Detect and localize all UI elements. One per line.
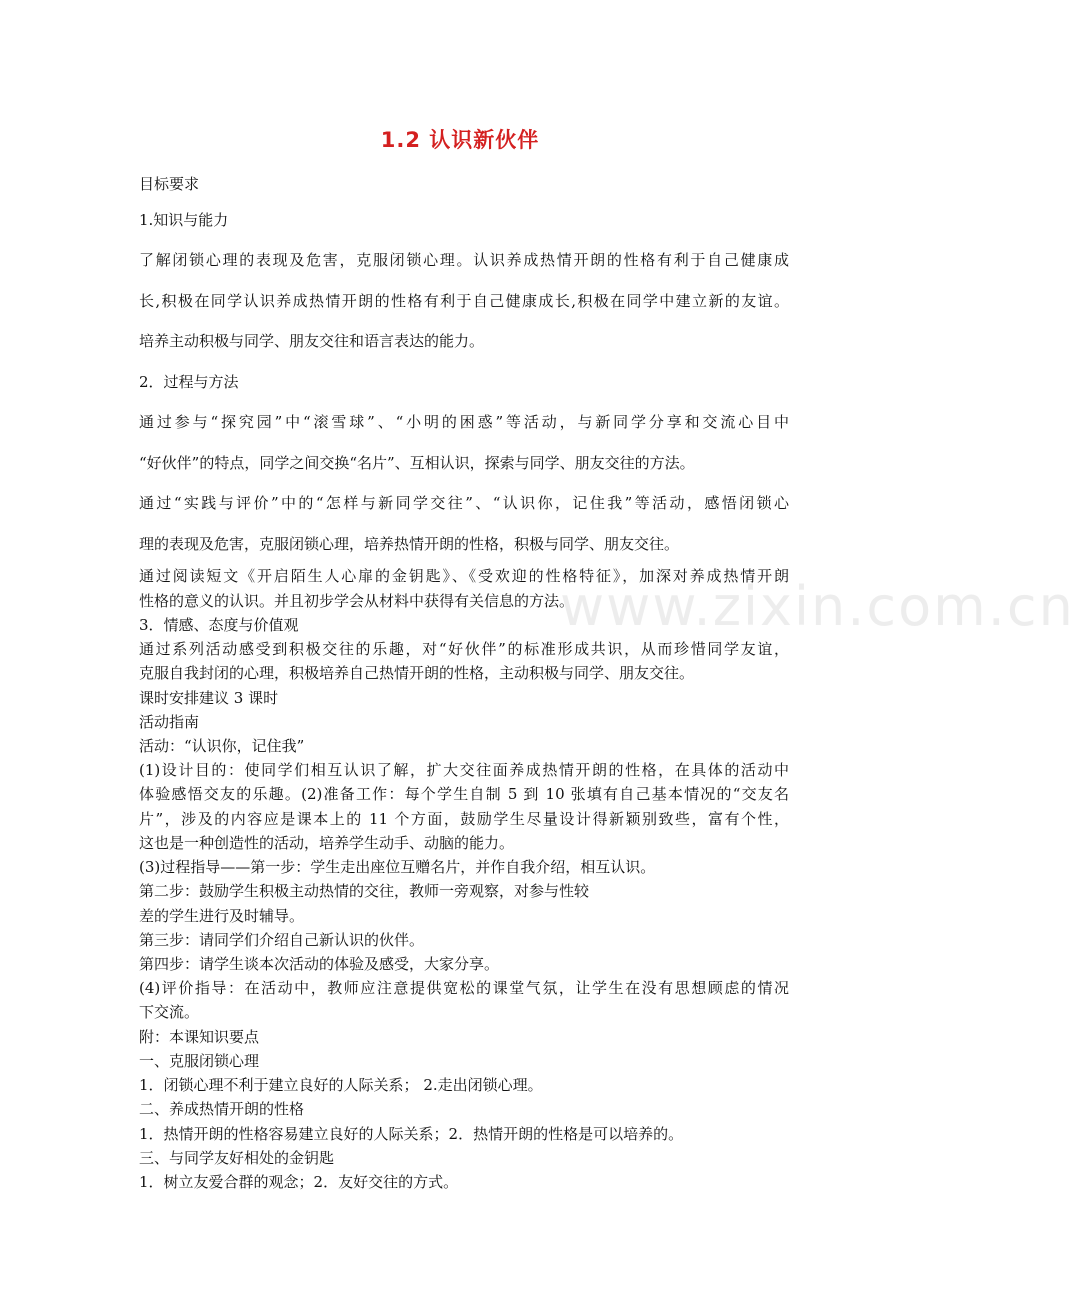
text-line: 通过系列活动感受到积极交往的乐趣，对“好伙伴”的标准形成共识，从而珍惜同学友谊， [139,640,789,658]
text-line: 第四步：请学生谈本次活动的体验及感受，大家分享。 [139,955,500,973]
text-line: (1)设计目的：使同学们相互认识了解，扩大交往面养成热情开朗的性格，在具体的活动中 [139,761,789,779]
page-title: 1.2 认识新伙伴 [380,128,540,152]
watermark: www.zixin.com.cn [560,575,1075,638]
text-line: 2．过程与方法 [139,373,239,391]
text-line: 通过“实践与评价”中的“怎样与新同学交往”、“认识你，记住我”等活动，感悟闭锁心 [139,494,789,512]
text-line: 差的学生进行及时辅导。 [139,907,305,925]
text-line: 活动指南 [139,713,200,731]
text-line: 长,积极在同学认识养成热情开朗的性格有利于自己健康成长,积极在同学中建立新的友谊。 [139,292,789,310]
text-line: (3)过程指导——第一步：学生走出座位互赠名片，并作自我介绍，相互认识。 [139,858,656,876]
text-line: 通过阅读短文《开启陌生人心扉的金钥匙》、《受欢迎的性格特征》，加深对养成热情开朗 [139,567,789,585]
text-line: 理的表现及危害，克服闭锁心理，培养热情开朗的性格，积极与同学、朋友交往。 [139,535,680,553]
text-line: 性格的意义的认识。并且初步学会从材料中获得有关信息的方法。 [139,592,575,610]
text-line: 附：本课知识要点 [139,1028,260,1046]
text-line: 体验感悟交友的乐趣。(2)准备工作：每个学生自制 5 到 10 张填有自己基本情况的“交友名 [139,785,789,803]
text-line: 3．情感、态度与价值观 [139,616,299,634]
text-line: 片”，涉及的内容应是课本上的 11 个方面，鼓励学生尽量设计得新颖别致些，富有个性， [139,810,789,828]
text-line: 第三步：请同学们介绍自己新认识的伙伴。 [139,931,425,949]
text-line: 第二步：鼓励学生积极主动热情的交往，教师一旁观察，对参与性较 [139,882,590,900]
text-line: 一、克服闭锁心理 [139,1052,260,1070]
text-line: 培养主动积极与同学、朋友交往和语言表达的能力。 [139,332,485,350]
text-line: 这也是一种创造性的活动，培养学生动手、动脑的能力。 [139,834,515,852]
text-line: 三、与同学友好相处的金钥匙 [139,1149,335,1167]
text-line: 下交流。 [139,1003,200,1021]
text-line: “好伙伴”的特点，同学之间交换“名片”、互相认识，探索与同学、朋友交往的方法。 [139,454,695,472]
text-line: (4)评价指导：在活动中，教师应注意提供宽松的课堂气氛，让学生在没有思想顾虑的情况 [139,979,789,997]
text-line: 活动：“认识你，记住我” [139,737,305,755]
text-line: 课时安排建议 3 课时 [139,689,279,707]
text-line: 二、养成热情开朗的性格 [139,1100,305,1118]
text-line: 1．热情开朗的性格容易建立良好的人际关系；2．热情开朗的性格是可以培养的。 [139,1125,684,1143]
text-line: 目标要求 [139,175,200,193]
text-line: 1.知识与能力 [139,211,229,229]
text-line: 通过参与“探究园”中“滚雪球”、“小明的困惑”等活动，与新同学分享和交流心目中 [139,413,789,431]
text-line: 克服自我封闭的心理，积极培养自己热情开朗的性格，主动积极与同学、朋友交往。 [139,664,695,682]
text-line: 了解闭锁心理的表现及危害，克服闭锁心理。认识养成热情开朗的性格有利于自己健康成 [139,251,789,269]
text-line: 1．树立友爱合群的观念；2．友好交往的方式。 [139,1173,459,1191]
text-line: 1．闭锁心理不利于建立良好的人际关系； 2.走出闭锁心理。 [139,1076,543,1094]
